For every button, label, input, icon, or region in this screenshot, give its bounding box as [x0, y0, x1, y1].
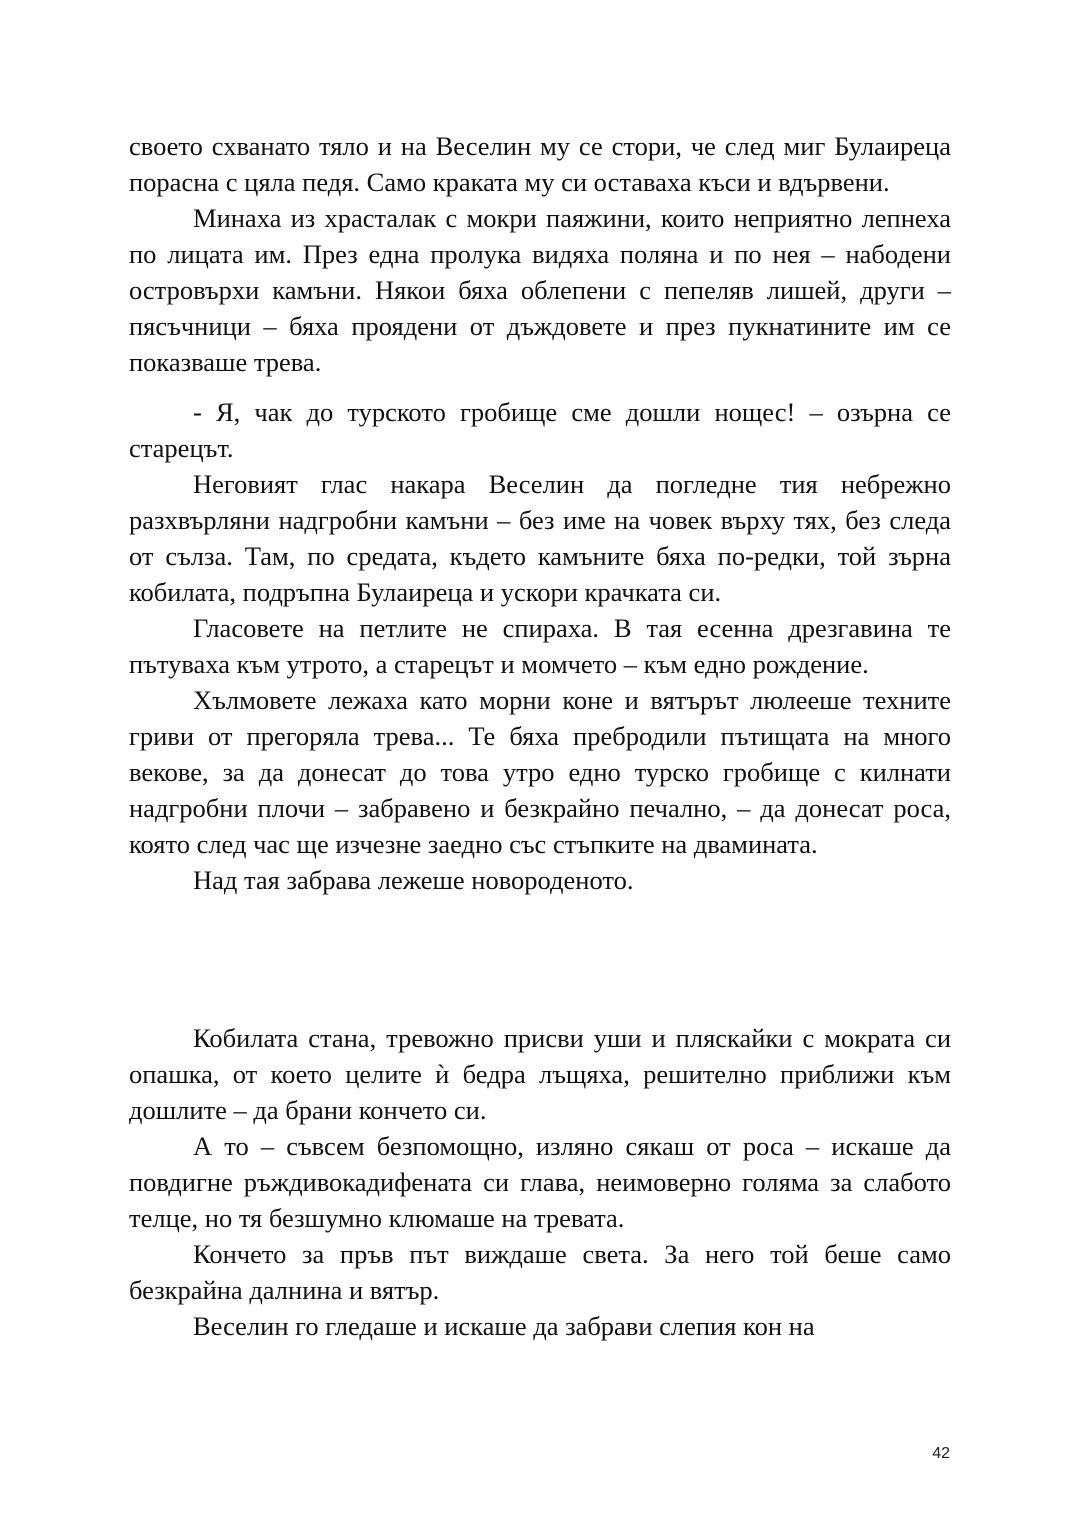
paragraph: Кобилата стана, тревожно присви уши и пляскайки с мократа си опашка, от което целите ѝ бедра лъщяха, решително приближи към дошлите – да брани кончето си.: [129, 1023, 951, 1125]
paragraph: Неговият глас накара Веселин да погледне тия небрежно разхвърляни надгробни камъни – без име на човек върху тях, без следа от сълза. Там, по средата, където камъните бяха по-редки, той зърна кобилата, подръпна Булаиреца и ускори крачката си.: [129, 469, 951, 607]
paragraph-continuation: своето схванато тяло и на Веселин му се стори, че след миг Булаиреца порасна с цяла педя. Само краката му си оставаха къси и вдървени.: [129, 131, 951, 197]
paragraph: А то – съвсем безпомощно, изляно сякаш от роса – искаше да повдигне ръждивокадифената си глава, неимоверно голяма за слабото телце, но тя безшумно клюмаше на тревата.: [129, 1131, 951, 1233]
paragraph: Над тая забрава лежеше новороденото.: [193, 865, 634, 895]
paragraph: Кончето за пръв път виждаше света. За него той беше само безкрайна далнина и вятър.: [129, 1239, 951, 1305]
paragraph-truncated: Веселин го гледаше и искаше да забрави слепия кон на: [193, 1311, 815, 1341]
paragraph: Минаха из храсталак с мокри паяжини, които неприятно лепнеха по лицата им. През една пролука видяха поляна и по нея – набодени островърхи камъни. Някои бяха облепени с пепеляв лишей, други – пясъчници – бяха проядени от дъждовете и през пукнатините им се показваше трева.: [129, 203, 951, 377]
page-number: 42: [932, 1445, 950, 1462]
text-section-2: [129, 1020, 951, 1344]
text-section-1: [129, 128, 951, 898]
paragraph: Гласовете на петлите не спираха. В тая есенна дрезгавина те пътуваха към утрото, а старецът и момчето – към едно рождение.: [129, 613, 951, 679]
paragraph-dialogue: - Я, чак до турското гробище сме дошли нощес! – озърна се старецът.: [129, 397, 951, 463]
paragraph: Хълмовете лежаха като морни коне и вятърът люлееше техните гриви от прегоряла трева... Те бяха пребродили пътищата на много векове, за да донесат до това утро едно турско гробище с килнати надгробни плочи – забравено и безкрайно печално, – да донесат роса, която след час ще изчезне заедно със стъпките на двамината.: [129, 685, 951, 859]
